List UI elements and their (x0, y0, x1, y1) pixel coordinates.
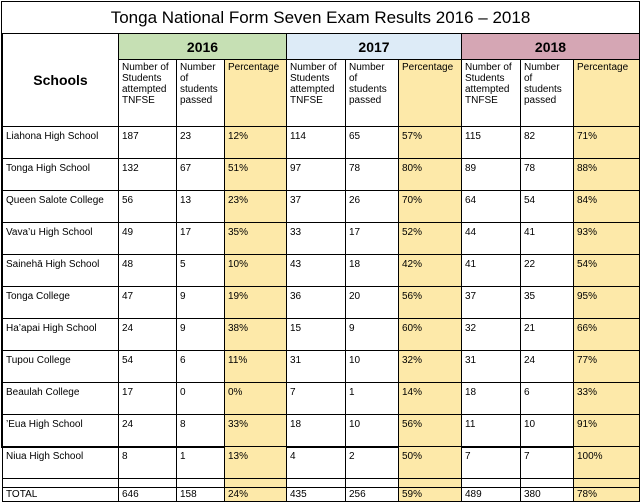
spacer-cell (574, 479, 640, 488)
passed-cell: 18 (346, 255, 399, 287)
percentage-cell: 84% (574, 191, 640, 223)
spacer-cell (3, 479, 119, 488)
attempted-cell: 489 (462, 488, 521, 502)
passed-cell: 82 (521, 127, 574, 159)
percentage-cell: 13% (225, 447, 287, 479)
results-table (2, 33, 640, 502)
passed-cell: 54 (521, 191, 574, 223)
school-name-cell: Liahona High School (3, 127, 119, 159)
percentage-cell: 0% (225, 383, 287, 415)
percentage-cell: 91% (574, 415, 640, 447)
passed-cell: 17 (346, 223, 399, 255)
table-row (3, 223, 640, 255)
attempted-cell: 41 (462, 255, 521, 287)
school-name-cell: Tonga High School (3, 159, 119, 191)
attempted-cell: 24 (119, 415, 177, 447)
percentage-cell: 32% (399, 351, 462, 383)
attempted-cell: 33 (287, 223, 346, 255)
attempted-cell: 11 (462, 415, 521, 447)
percentage-cell: 77% (574, 351, 640, 383)
percentage-cell: 60% (399, 319, 462, 351)
table-row (3, 351, 640, 383)
passed-cell: 24 (521, 351, 574, 383)
table-row (3, 191, 640, 223)
passed-cell: 5 (177, 255, 225, 287)
percentage-cell: 38% (225, 319, 287, 351)
percentage-cell: 42% (399, 255, 462, 287)
passed-cell: 41 (521, 223, 574, 255)
spacer-cell (177, 479, 225, 488)
percentage-cell: 59% (399, 488, 462, 502)
table-row (3, 159, 640, 191)
attempted-cell: 31 (462, 351, 521, 383)
school-name-cell: Vava’u High School (3, 223, 119, 255)
table-row (3, 383, 640, 415)
spacer-cell (462, 479, 521, 488)
spacer-cell (119, 479, 177, 488)
attempted-cell: 37 (287, 191, 346, 223)
percentage-cell: 57% (399, 127, 462, 159)
attempted-header: Number of Students attempted TNFSE (287, 60, 346, 127)
passed-cell: 256 (346, 488, 399, 502)
percentage-cell: 33% (574, 383, 640, 415)
passed-cell: 65 (346, 127, 399, 159)
attempted-cell: 4 (287, 447, 346, 479)
table-row (3, 447, 640, 479)
attempted-cell: 32 (462, 319, 521, 351)
percentage-cell: 33% (225, 415, 287, 447)
table-row (3, 415, 640, 447)
spacer-row (3, 479, 640, 488)
attempted-cell: 17 (119, 383, 177, 415)
spacer-cell (346, 479, 399, 488)
attempted-cell: 18 (462, 383, 521, 415)
percentage-cell: 95% (574, 287, 640, 319)
attempted-cell: 18 (287, 415, 346, 447)
passed-cell: 9 (346, 319, 399, 351)
passed-cell: 158 (177, 488, 225, 502)
passed-cell: 21 (521, 319, 574, 351)
school-name-cell: Sainehā High School (3, 255, 119, 287)
attempted-cell: 49 (119, 223, 177, 255)
passed-cell: 10 (346, 415, 399, 447)
passed-cell: 2 (346, 447, 399, 479)
passed-header: Number of students passed (177, 60, 225, 127)
percentage-cell: 56% (399, 415, 462, 447)
percentage-cell: 100% (574, 447, 640, 479)
passed-cell: 380 (521, 488, 574, 502)
attempted-cell: 97 (287, 159, 346, 191)
spacer-cell (225, 479, 287, 488)
attempted-header: Number of Students attempted TNFSE (462, 60, 521, 127)
year-2018-header: 2018 (462, 34, 640, 60)
spacer-cell (521, 479, 574, 488)
percentage-cell: 80% (399, 159, 462, 191)
passed-cell: 10 (346, 351, 399, 383)
percentage-cell: 11% (225, 351, 287, 383)
percentage-cell: 54% (574, 255, 640, 287)
table-row (3, 319, 640, 351)
attempted-cell: 56 (119, 191, 177, 223)
results-sheet (1, 1, 640, 500)
passed-cell: 78 (521, 159, 574, 191)
percentage-cell: 88% (574, 159, 640, 191)
percentage-header: Percentage (225, 60, 287, 127)
attempted-cell: 31 (287, 351, 346, 383)
percentage-cell: 70% (399, 191, 462, 223)
percentage-cell: 19% (225, 287, 287, 319)
attempted-cell: 44 (462, 223, 521, 255)
passed-cell: 7 (521, 447, 574, 479)
percentage-cell: 66% (574, 319, 640, 351)
attempted-cell: 47 (119, 287, 177, 319)
passed-header: Number of students passed (346, 60, 399, 127)
attempted-header: Number of Students attempted TNFSE (119, 60, 177, 127)
passed-cell: 1 (177, 447, 225, 479)
attempted-cell: 646 (119, 488, 177, 502)
passed-cell: 0 (177, 383, 225, 415)
year-header-row (3, 34, 640, 60)
attempted-cell: 15 (287, 319, 346, 351)
passed-cell: 13 (177, 191, 225, 223)
table-title: Tonga National Form Seven Exam Results 2016 – 2018 (2, 2, 639, 34)
percentage-cell: 93% (574, 223, 640, 255)
passed-cell: 35 (521, 287, 574, 319)
passed-cell: 20 (346, 287, 399, 319)
attempted-cell: 48 (119, 255, 177, 287)
percentage-header: Percentage (574, 60, 640, 127)
attempted-cell: 114 (287, 127, 346, 159)
percentage-cell: 50% (399, 447, 462, 479)
percentage-cell: 71% (574, 127, 640, 159)
school-name-cell: Tonga College (3, 287, 119, 319)
table-row (3, 255, 640, 287)
school-name-cell: TOTAL (3, 488, 119, 502)
attempted-cell: 7 (287, 383, 346, 415)
attempted-cell: 43 (287, 255, 346, 287)
attempted-cell: 54 (119, 351, 177, 383)
passed-cell: 67 (177, 159, 225, 191)
school-name-cell: ’Eua High School (3, 415, 119, 447)
attempted-cell: 132 (119, 159, 177, 191)
school-name-cell: Ha’apai High School (3, 319, 119, 351)
spacer-cell (287, 479, 346, 488)
passed-cell: 9 (177, 287, 225, 319)
attempted-cell: 8 (119, 447, 177, 479)
percentage-cell: 35% (225, 223, 287, 255)
spacer-cell (399, 479, 462, 488)
schools-header: Schools (3, 34, 119, 127)
attempted-cell: 24 (119, 319, 177, 351)
attempted-cell: 64 (462, 191, 521, 223)
attempted-cell: 187 (119, 127, 177, 159)
percentage-cell: 56% (399, 287, 462, 319)
passed-cell: 22 (521, 255, 574, 287)
attempted-cell: 36 (287, 287, 346, 319)
percentage-cell: 52% (399, 223, 462, 255)
year-2016-header: 2016 (119, 34, 287, 60)
percentage-header: Percentage (399, 60, 462, 127)
passed-header: Number of students passed (521, 60, 574, 127)
table-row (3, 287, 640, 319)
passed-cell: 17 (177, 223, 225, 255)
total-row (3, 488, 640, 502)
passed-cell: 78 (346, 159, 399, 191)
attempted-cell: 89 (462, 159, 521, 191)
school-name-cell: Niua High School (3, 447, 119, 479)
attempted-cell: 115 (462, 127, 521, 159)
percentage-cell: 14% (399, 383, 462, 415)
passed-cell: 1 (346, 383, 399, 415)
percentage-cell: 23% (225, 191, 287, 223)
passed-cell: 23 (177, 127, 225, 159)
passed-cell: 10 (521, 415, 574, 447)
year-2017-header: 2017 (287, 34, 462, 60)
school-name-cell: Beaulah College (3, 383, 119, 415)
passed-cell: 6 (521, 383, 574, 415)
attempted-cell: 37 (462, 287, 521, 319)
school-name-cell: Queen Salote College (3, 191, 119, 223)
passed-cell: 26 (346, 191, 399, 223)
passed-cell: 9 (177, 319, 225, 351)
percentage-cell: 12% (225, 127, 287, 159)
passed-cell: 8 (177, 415, 225, 447)
attempted-cell: 435 (287, 488, 346, 502)
percentage-cell: 10% (225, 255, 287, 287)
attempted-cell: 7 (462, 447, 521, 479)
percentage-cell: 51% (225, 159, 287, 191)
table-row (3, 127, 640, 159)
school-name-cell: Tupou College (3, 351, 119, 383)
passed-cell: 6 (177, 351, 225, 383)
percentage-cell: 78% (574, 488, 640, 502)
percentage-cell: 24% (225, 488, 287, 502)
